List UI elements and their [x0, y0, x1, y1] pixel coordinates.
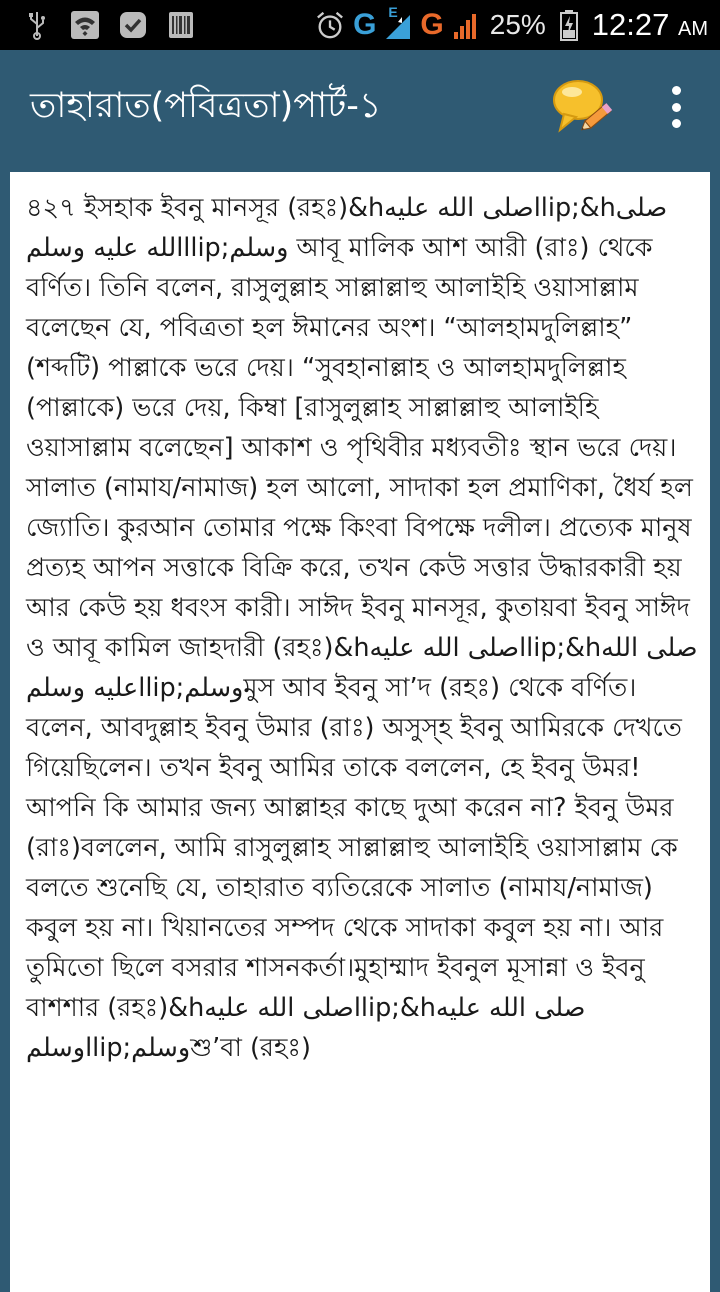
- menu-dot-icon: [672, 86, 681, 95]
- barcode-icon: [166, 10, 196, 40]
- network-e-label: E: [388, 4, 398, 20]
- clock: [592, 7, 708, 43]
- status-bar: [0, 0, 720, 50]
- clock-ampm: AM: [678, 18, 708, 40]
- overflow-menu-button[interactable]: [656, 80, 696, 134]
- chat-bubble-pencil-icon: [548, 72, 618, 142]
- menu-dot-icon: [672, 119, 681, 128]
- hadith-text: ৪২৭ ইসহাক ইবনু মানসূর (রহঃ)&hصلى الله عليهllip;&hصلى الله عليه وسلمllip;وسلم আবূ মালিক আশ আরী (রাঃ) থেকে বর্ণিত। তিনি বলেন, রাসুলুল্লাহ সাল্লাল্লাহু আলাইহি ওয়াসাল্লাম বলেছেন যে, পবিত্রতা হল ঈমানের অংশ। “আলহামদুলিল্লাহ” (শব্দটি) পাল্লাকে ভরে দেয়। “সুবহানাল্লাহ ও আলহামদুলিল্লাহ (পাল্লাকে) ভরে দেয়, কিম্বা [রাসুলুল্লাহ সাল্লাল্লাহু আলাইহি ওয়াসাল্লাম বলেছেন] আকাশ ও পৃথিবীর মধ্যবতীঃ স্থান ভরে দেয়। সালাত (নামায/নামাজ) হল আলো, সাদাকা হল প্রমাণিকা, ধৈর্য হল জ্যোতি। কুরআন তোমার পক্ষে কিংবা বিপক্ষে দলীল। প্রত্যেক মানুষ প্রত্যহ আপন সত্তাকে বিক্রি করে, তখন কেউ সত্তার উদ্ধারকারী হয় আর কেউ হয় ধবংস কারী। সাঈদ ইবনু মানসূর, কুতায়বা ইবনু সাঈদ ও আবূ কামিল জাহদারী (রহঃ)&hصلى الله عليهllip;&hصلى الله عليه وسلمllip;وسلمমুস আব ইবনু সা’দ (রহঃ) থেকে বর্ণিত। বলেন, আবদুল্লাহ ইবনু উমার (রাঃ) অসুস্হ ইবনু আমিরকে দেখতে গিয়েছিলেন। তখন ইবনু আমির তাকে বললেন, হে ইবনু উমর! আপনি কি আমার জন্য আল্লাহর কাছে দুআ করেন না? ইবনু উমর (রাঃ)বললেন, আমি রাসুলুল্লাহ সাল্লাল্লাহু আলাইহি ওয়াসাল্লাম কে বলতে শুনেছি যে, তাহারাত ব্যতিরেকে সালাত (নামায/নামাজ) কবুল হয় না। খিয়ানতের সম্পদ থেকে সাদাকা কবুল হয় না। আর তুমিতো ছিলে বসরার শাসনকর্তা।মুহাম্মাদ ইবনুল মূসান্না ও ইবনু বাশশার (রহঃ)&hصلى الله عليهllip;&hصلى الله عليه وسلمllip;وسلمশু’বা (রহঃ): [26, 193, 698, 1063]
- status-bar-left: [22, 10, 196, 40]
- wifi-icon: [70, 10, 100, 40]
- network-g-label: G: [353, 8, 377, 41]
- content-card[interactable]: [10, 172, 710, 1292]
- battery-icon: [554, 10, 584, 40]
- signal-e-icon: [384, 12, 412, 40]
- chat-edit-button[interactable]: [548, 72, 618, 142]
- usb-icon: [22, 10, 52, 40]
- signal-e-group: [384, 4, 412, 42]
- status-bar-right: [315, 4, 708, 42]
- signal-bars-icon: [452, 10, 482, 40]
- check-icon: [118, 10, 148, 40]
- alarm-icon: [315, 10, 345, 40]
- network-g2-label: G: [420, 8, 444, 41]
- page-title: তাহারাত(পবিত্রতা)পার্ট-১: [30, 86, 382, 126]
- app-bar: [0, 50, 720, 162]
- menu-dot-icon: [672, 103, 681, 112]
- clock-time: 12:27: [591, 7, 670, 42]
- battery-percent: 25%: [489, 9, 546, 40]
